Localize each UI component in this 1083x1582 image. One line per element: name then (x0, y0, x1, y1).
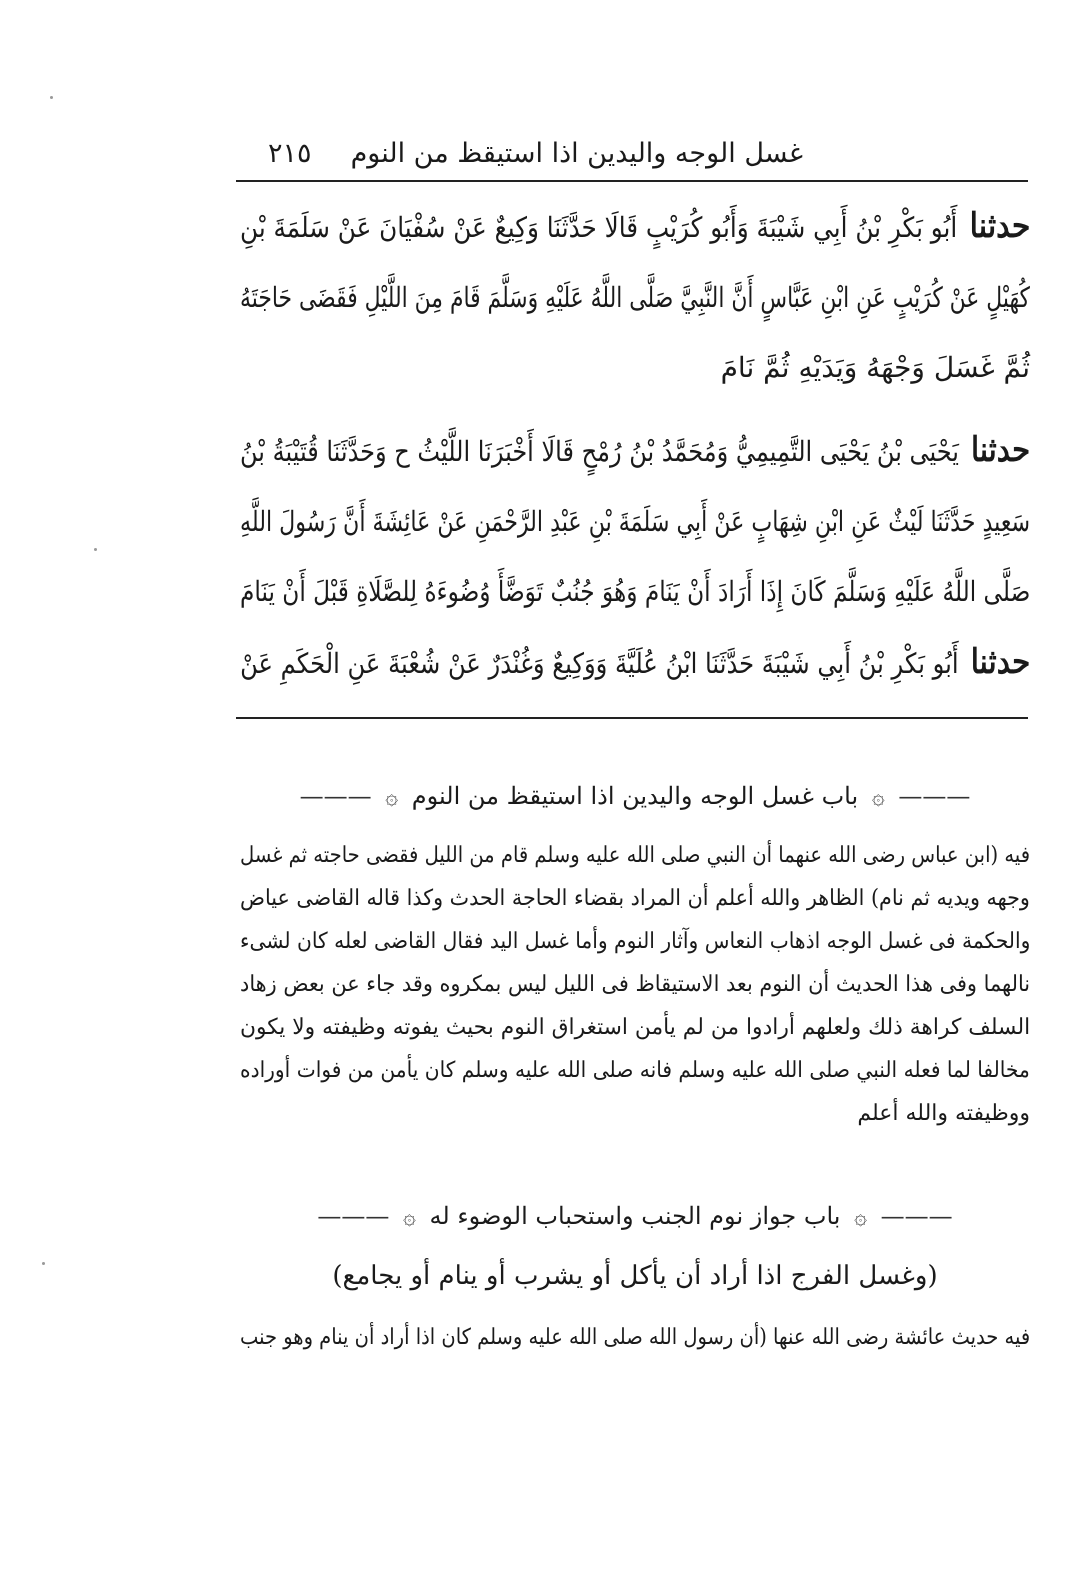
chapter-subtitle: (وغسل الفرج اذا أراد أن يأكل أو يشرب أو ينام أو يجامع) (332, 1261, 938, 1291)
header-title: غسل الوجه واليدين اذا استيقظ من النوم (350, 138, 803, 169)
heading-dash: ——— (880, 1202, 953, 1230)
ornament-icon: ۞ (854, 1205, 867, 1230)
hadith-line (240, 566, 1030, 618)
section-divider (236, 717, 1028, 719)
scan-speck (94, 548, 97, 551)
ornament-icon: ۞ (871, 785, 885, 810)
commentary-line: والحكمة فى غسل الوجه اذهاب النعاس وآثار النوم وأما غسل اليد فقال القاضى لعله كان لشىء (239, 929, 1030, 954)
hadith-line-text: كُهَيْلٍ عَنْ كُرَيْبٍ عَنِ ابْنِ عَبَّاسٍ أَنَّ النَّبِيَّ صَلَّى اللَّهُ عَلَيْهِ وَسَلَّمَ قَامَ مِنَ اللَّيْلِ فَقَضَى حَاجَتَهُ (240, 281, 1030, 314)
haddathana-marker: حدثنا (970, 642, 1030, 682)
chapter-heading (240, 776, 1030, 818)
hadith-text (240, 200, 1030, 680)
commentary-line: ووظيفته والله أعلم (857, 1101, 1030, 1126)
hadith-line-text: أَبُو بَكْرِ بْنُ أَبِي شَيْبَةَ حَدَّثَنَا ابْنُ عُلَيَّةَ وَوَكِيعٌ وَغُنْدَرٌ عَنْ شُعْبَةَ عَنِ الْحَكَمِ عَنْ (239, 647, 959, 680)
haddathana-marker: حدثنا (970, 430, 1030, 470)
hadith-line-text: أَبُو بَكْرِ بْنُ أَبِي شَيْبَةَ وَأَبُو كُرَيْبٍ قَالَا حَدَّثَنَا وَكِيعٌ عَنْ سُفْيَانَ عَنْ سَلَمَةَ بْنِ (239, 211, 957, 244)
ornament-icon: ۞ (385, 785, 399, 810)
hadith-line-text: صَلَّى اللَّهُ عَلَيْهِ وَسَلَّمَ كَانَ إِذَا أَرَادَ أَنْ يَنَامَ وَهُوَ جُنُبٌ تَوَضَّأَ وُضُوءَهُ لِلصَّلَاةِ قَبْلَ أَنْ يَنَامَ (239, 575, 1030, 608)
hadith-line-text: ثُمَّ غَسَلَ وَجْهَهُ وَيَدَيْهِ ثُمَّ نَامَ (720, 351, 1030, 384)
commentary-line: وجهه ويديه ثم نام) الظاهر والله أعلم أن المراد بقضاء الحاجة الحدث وكذا قاله القاضى عياض (240, 886, 1030, 911)
hadith-line-text: سَعِيدٍ حَدَّثَنَا لَيْثٌ عَنِ ابْنِ شِهَابٍ عَنْ أَبِي سَلَمَةَ بْنِ عَبْدِ الرَّحْمَنِ عَنْ عَائِشَةَ أَنَّ رَسُولَ اللَّهِ (239, 505, 1030, 538)
scan-speck (42, 1262, 45, 1265)
commentary-line: مخالفا لما فعله النبي صلى الله عليه وسلم فانه صلى الله عليه وسلم كان يأمن من فوات أوراده (240, 1058, 1030, 1083)
scan-speck (50, 96, 53, 99)
hadith-line-text: يَحْيَى بْنُ يَحْيَى التَّمِيمِيُّ وَمُحَمَّدُ بْنُ رُمْحٍ قَالَا أَخْبَرَنَا اللَّيْثُ ح وَحَدَّثَنَا قُتَيْبَةُ بْنُ (239, 435, 959, 468)
heading-dash: ——— (299, 782, 372, 810)
commentary-text (240, 836, 1030, 1136)
chapter-title: باب جواز نوم الجنب واستحباب الوضوء له (429, 1202, 841, 1230)
hadith-line (240, 496, 1030, 548)
commentary-text (240, 1318, 1030, 1362)
hadith-line (240, 272, 1030, 324)
commentary-line: السلف كراهة ذلك ولعلهم أرادوا من لم يأمن استغراق النوم بحيث يفوته وظيفته ولا يكون (239, 1015, 1030, 1040)
header-rule (236, 180, 1028, 182)
heading-dash: ——— (898, 782, 971, 810)
hadith-line (240, 636, 1030, 690)
chapter-title: باب غسل الوجه واليدين اذا استيقظ من النوم (411, 782, 859, 810)
heading-dash: ——— (317, 1202, 390, 1230)
hadith-line (240, 424, 1030, 478)
commentary-line: فيه حديث عائشة رضى الله عنها (أن رسول الله صلى الله عليه وسلم كان اذا أراد أن ينام وهو جنب (239, 1325, 1030, 1350)
haddathana-marker: حدثنا (969, 206, 1030, 246)
commentary-line: فيه (ابن عباس رضى الله عنهما أن النبي صلى الله عليه وسلم قام من الليل فقضى حاجته ثم غسل (240, 843, 1030, 868)
chapter-heading (240, 1196, 1030, 1238)
ornament-icon: ۞ (402, 1205, 416, 1230)
commentary-line: نالهما وفى هذا الحديث أن النوم بعد الاستيقاظ فى الليل ليس بمكروه وقد جاء عن بعض زهاد (239, 972, 1030, 997)
running-header (238, 132, 1028, 178)
hadith-line (240, 200, 1030, 254)
page-number: ٢١٥ (268, 138, 312, 169)
hadith-line (721, 342, 1030, 394)
